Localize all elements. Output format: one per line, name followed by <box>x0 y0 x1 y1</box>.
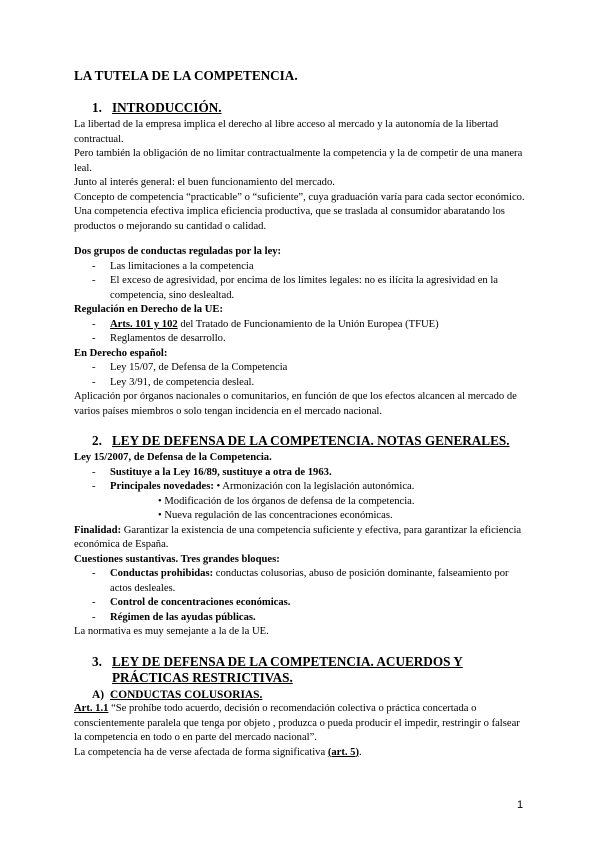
law-title: Ley 15/2007, de Defensa de la Competencia. <box>74 452 272 463</box>
list-item: - Ley 3/91, de competencia desleal. <box>92 376 255 388</box>
list-item: - Arts. 101 y 102 del Tratado de Funcionamiento de la Unión Europea (TFUE) <box>92 318 439 330</box>
paragraph: Aplicación por órganos nacionales o comunitarios, en función de que los efectos alcancen al mercado de varios países miembros o solo tengan incidencia en el mercado nacional. <box>74 391 517 417</box>
subsection-title: CONDUCTAS COLUSORIAS. <box>110 688 263 701</box>
paragraph: La competencia ha de verse afectada de forma significativa (art. 5). <box>74 746 362 758</box>
cuestiones-heading: Cuestiones sustantivas. Tres grandes bloques: <box>74 553 280 565</box>
list-item: - Principales novedades: • Armonización con la legislación autonómica. <box>92 481 415 492</box>
section-2-heading <box>74 433 529 449</box>
paragraph: Art. 1.1 “Se prohíbe todo acuerdo, decisión o recomendación colectiva o práctica concertada o conscientemente paralela que tenga por objeto , produzca o pueda producir el impedir, restringir o falsear la competencia en todo o en parte del mercado nacional”. <box>74 703 520 743</box>
section-number: 3. <box>92 653 102 669</box>
bullet-item: • Modificación de los órganos de defensa de la competencia. <box>158 495 415 507</box>
es-heading: En Derecho español: <box>74 347 168 359</box>
paragraph: Concepto de competencia “practicable” o “suficiente”, cuya graduación varía para cada sector económico. Una competencia efectiva implica eficiencia productiva, que se traslada al consumidor abaratando los productos o mejorando su cantidad o calidad. <box>74 191 525 232</box>
article-reference: (art. 5) <box>327 746 360 758</box>
list-item: - Sustituye a la Ley 16/89, sustituye a otra de 1963. <box>92 466 332 478</box>
ue-heading: Regulación en Derecho de la UE: <box>74 304 223 315</box>
list-item: - Reglamentos de desarrollo. <box>92 333 226 344</box>
list-item: - Ley 15/07, de Defensa de la Competencia <box>92 362 288 373</box>
article-reference: Arts. 101 y 102 <box>110 318 178 330</box>
paragraph: La normativa es muy semejante a la de la UE. <box>74 626 269 637</box>
section-number: 2. <box>92 433 102 448</box>
document-title: LA TUTELA DE LA COMPETENCIA. <box>74 68 298 83</box>
paragraph: La libertad de la empresa implica el derecho al libre acceso al mercado y la autonomía de la libertad contractual. <box>74 119 499 145</box>
section-3-heading <box>74 654 529 686</box>
groups-heading: Dos grupos de conductas reguladas por la ley: <box>74 246 282 257</box>
section-title: LEY DE DEFENSA DE LA COMPETENCIA. ACUERDOS Y PRÁCTICAS RESTRICTIVAS. <box>112 653 463 685</box>
list-item: - Control de concentraciones económicas. <box>92 597 291 608</box>
list-item: - Régimen de las ayudas públicas. <box>92 611 256 623</box>
bullet-item: • Nueva regulación de las concentraciones económicas. <box>158 510 393 521</box>
paragraph: Finalidad: Garantizar la existencia de una competencia suficiente y efectiva, para garantizar la eficiencia económica de España. <box>74 524 522 550</box>
section-title: LEY DE DEFENSA DE LA COMPETENCIA. NOTAS GENERALES. <box>112 433 510 448</box>
article-reference: Art. 1.1 <box>74 703 109 714</box>
paragraph: Junto al interés general: el buen funcionamiento del mercado. <box>74 177 335 188</box>
list-item: - Las limitaciones a la competencia <box>92 260 254 272</box>
document-body <box>74 68 529 760</box>
paragraph: Pero también la obligación de no limitar contractualmente la competencia y la de competir de una manera leal. <box>74 148 523 174</box>
subsection-heading <box>74 688 529 703</box>
subsection-number: A) <box>92 688 105 701</box>
page-number: 1 <box>517 799 524 811</box>
section-title: INTRODUCCIÓN. <box>112 100 222 115</box>
section-number: 1. <box>92 100 102 115</box>
list-item: - Conductas prohibidas: conductas colusorias, abuso de posición dominante, falseamiento por actos desleales. <box>92 568 509 594</box>
section-1-heading <box>74 100 529 116</box>
list-item: - El exceso de agresividad, por encima de los límites legales: no es ilícita la agresividad en la competencia, sino deslealtad. <box>92 275 499 301</box>
